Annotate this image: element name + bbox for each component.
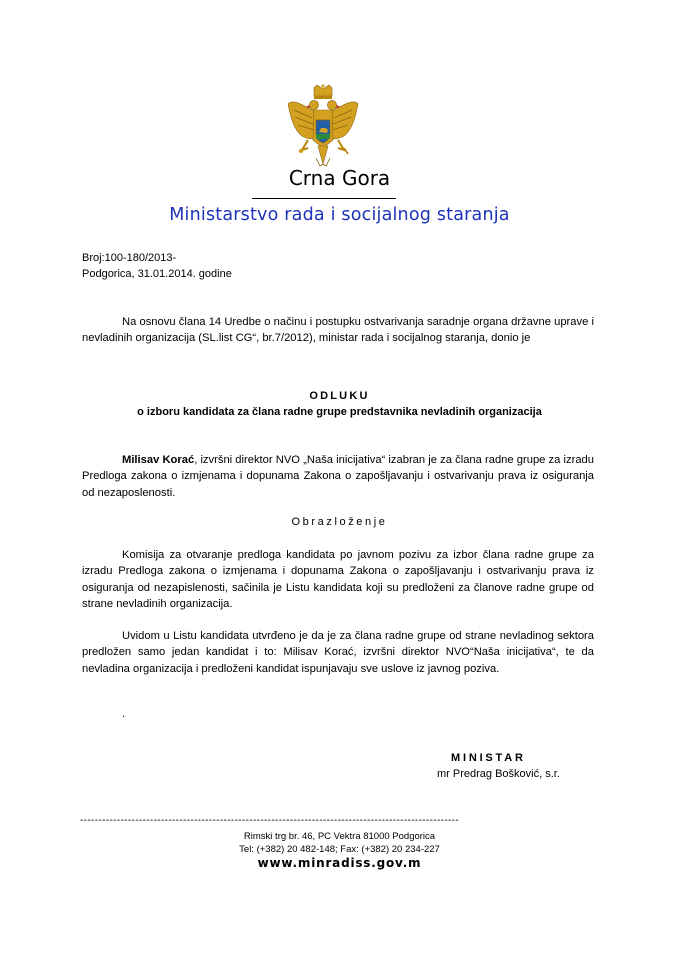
- explanation-text-2: Uvidom u Listu kandidata utvrđeno je da je za člana radne grupe od strane nevladinog sektora predložen samo jedan kandidat i to: Milisav Korać, izvršni direktor NVO“Naša inicijativa“, te da nevladina organizacija i predloženi kandidat ispunjavaju sve uslove iz javnog poziva.: [82, 630, 594, 675]
- explanation-heading: Obrazloženje: [291, 516, 388, 528]
- explanation-paragraph-1: [82, 547, 594, 612]
- footer-address: Rimski trg br. 46, PC Vektra 81000 Podgorica: [243, 831, 436, 842]
- footer-divider: -------------------------------------------------------------------------------------------------------: [80, 815, 460, 826]
- intro-text: Na osnovu člana 14 Uredbe o načinu i postupku ostvarivanja saradnje organa državne uprave i nevladinih organizacija (SL.list CG“, br.7/2012), ministar rada i socijalnog staranja, donio je: [82, 316, 594, 345]
- stray-dot: .: [122, 708, 126, 720]
- document-number: Broj:100-180/2013-: [82, 252, 177, 264]
- signature-name: mr Predrag Bošković, s.r.: [437, 768, 560, 780]
- ministry-name: Ministarstvo rada i socijalnog staranja: [169, 205, 510, 225]
- footer-phone: Tel: (+382) 20 482-148; Fax: (+382) 20 234-227: [239, 844, 440, 855]
- country-name: Crna Gora: [288, 166, 391, 190]
- intro-paragraph: [82, 314, 594, 347]
- explanation-paragraph-2: [82, 628, 594, 677]
- header-divider: [252, 198, 396, 199]
- decision-paragraph: [82, 452, 594, 501]
- candidate-name: Milisav Korać: [122, 454, 195, 466]
- decision-title: ODLUKU: [309, 390, 370, 402]
- decision-text: , izvršni direktor NVO „Naša inicijativa“ izabran je za člana radne grupe za izradu Predloga zakona o izmjenama i dopunama Zakona o zapošljavanju i ostvarivanju prava iz osiguranja od nezaposlenosti.: [82, 454, 594, 499]
- decision-subtitle: o izboru kandidata za člana radne grupe predstavnika nevladinih organizacija: [137, 406, 542, 418]
- signature-title: MINISTAR: [451, 752, 526, 764]
- document-reference: [82, 250, 232, 282]
- explanation-text-1: Komisija za otvaranje predloga kandidata po javnom pozivu za izbor člana radne grupe za izradu Predloga zakona o izmjenama i dopunama Zakona o zapošljavanju i ostvarivanju prava iz osiguranja od nezapislenosti, sačinila je Listu kandidata koji su predloženi za članove radne grupe od strane nevladinih organizacija.: [82, 549, 594, 610]
- document-place-date: Podgorica, 31.01.2014. godine: [82, 268, 232, 280]
- montenegro-coat-of-arms-icon: [286, 84, 360, 170]
- footer-website-link[interactable]: www.minradiss.gov.m: [257, 856, 422, 870]
